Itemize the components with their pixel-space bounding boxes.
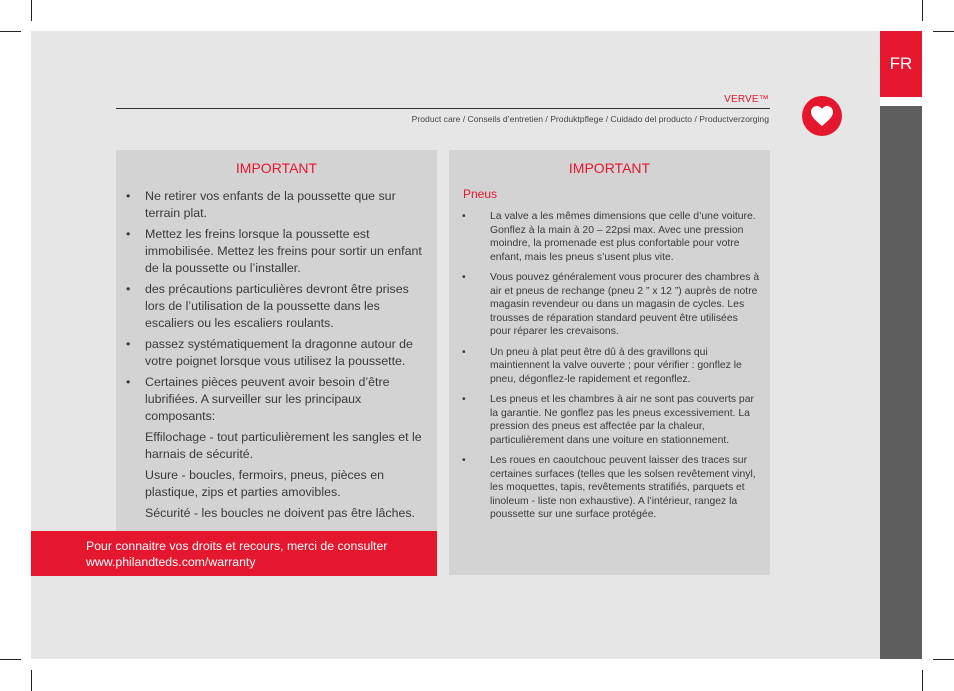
crop-mark <box>0 31 21 32</box>
sub-item: Sécurité - les boucles ne doivent pas être lâches. <box>145 506 415 520</box>
panel-title: IMPORTANT <box>568 160 651 176</box>
list-item: • passez systématiquement la dragonne autour de votre poignet lorsque vous utilisez la poussette. <box>126 336 431 370</box>
crop-mark <box>31 670 32 691</box>
heart-icon <box>810 105 834 127</box>
list-item: • des précautions particulières devront être prises lors de l’utilisation de la poussette dans les escaliers ou les escaliers roulants. <box>126 281 431 332</box>
important-panel-right <box>449 150 770 575</box>
list-item: • Les pneus et les chambres à air ne sont pas couverts par la garantie. Ne gonflez pas les pneus excessivement. La pression des pneus est affectée par la chaleur, particulièrement dans une voiture en stationnement. <box>461 393 761 447</box>
crop-mark <box>0 659 21 660</box>
list-item: • Mettez les freins lorsque la poussette est immobilisée. Mettez les freins pour sortir un enfant de la poussette ou l’installer. <box>126 226 431 277</box>
section-heading: Pneus <box>463 187 498 201</box>
side-bar <box>880 106 922 659</box>
warranty-banner <box>31 531 437 576</box>
list-item: • Certaines pièces peuvent avoir besoin d’être lubrifiées. A surveiller sur les principaux composants: <box>126 374 431 425</box>
crop-mark <box>922 0 923 21</box>
list-item: • Ne retirer vos enfants de la poussette que sur terrain plat. <box>126 188 431 222</box>
right-content <box>461 210 761 529</box>
page-subtitle: Product care / Conseils d’entretien / Produktpflege / Cuidado del producto / Productverzorging <box>411 114 769 124</box>
crop-mark <box>922 670 923 691</box>
heart-badge <box>802 96 842 136</box>
list-item: • Vous pouvez généralement vous procurer des chambres à air et pneus de rechange (pneu 2 ” x 12 ”) auprès de notre magasin revendeur ou dans un magasin de cycles. Les trousses de réparation standard peuvent être utilisées pour réparer les crevaisons. <box>461 271 761 339</box>
sub-item: Effilochage - tout particulièrement les sangles et le harnais de sécurité. <box>145 430 422 461</box>
important-panel-left <box>116 150 437 575</box>
sub-items <box>126 429 431 522</box>
crop-mark <box>933 659 954 660</box>
left-content <box>126 188 431 526</box>
warranty-link[interactable]: www.philandteds.com/warranty <box>86 555 256 569</box>
crop-mark <box>933 31 954 32</box>
list-item: • La valve a les mêmes dimensions que celle d’une voiture. Gonflez à la main à 20 – 22psi max. Avec une pression moindre, la promenade est plus confortable pour votre enfant, mais les pneus s’usent plus vite. <box>461 210 761 264</box>
panel-title: IMPORTANT <box>235 160 318 176</box>
language-tab: FR <box>880 31 922 97</box>
header-divider <box>116 108 770 109</box>
brand-name: VERVE™ <box>724 94 769 105</box>
warranty-text: Pour connaitre vos droits et recours, merci de consulter <box>86 539 388 553</box>
list-item: • Un pneu à plat peut être dû à des gravillons qui maintiennent la valve ouverte ; pour vérifier : gonflez le pneu, dégonflez-le rapidement et regonflez. <box>461 346 761 387</box>
crop-mark <box>31 0 32 21</box>
sub-item: Usure - boucles, fermoirs, pneus, pièces en plastique, zips et parties amovibles. <box>145 468 384 499</box>
list-item: • Les roues en caoutchouc peuvent laisser des traces sur certaines surfaces (telles que les solsen revêtement vinyl, les moquettes, tapis, revêtements stratifiés, parquets et linoleum - liste non exhaustive). A l’intérieur, rangez la poussette sur une surface protégée. <box>461 454 761 522</box>
